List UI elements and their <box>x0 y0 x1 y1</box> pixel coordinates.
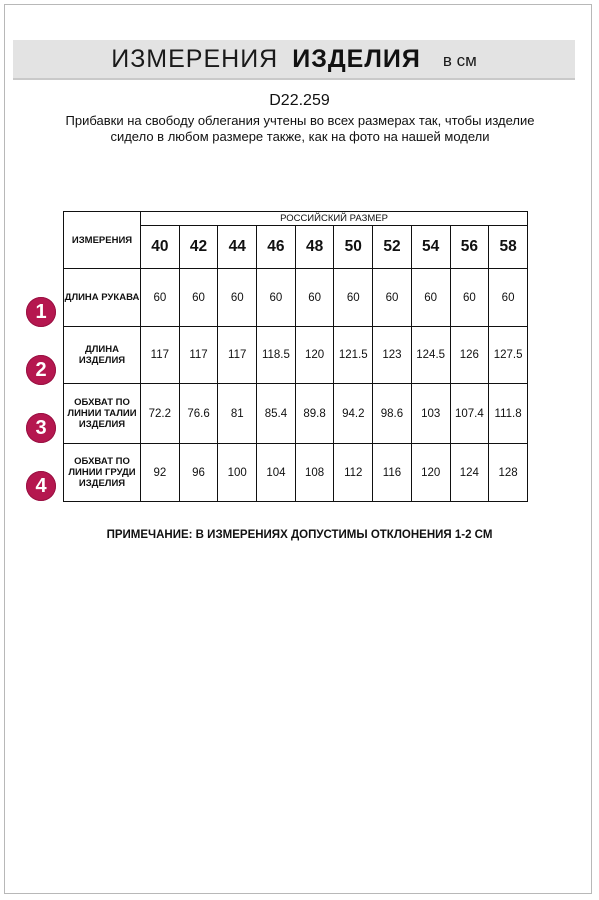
measurement-value: 60 <box>373 269 412 327</box>
measurement-value: 127.5 <box>489 327 528 384</box>
measurement-value: 96 <box>179 444 218 502</box>
measurement-value: 123 <box>373 327 412 384</box>
size-header-cell: 44 <box>218 226 257 269</box>
measurement-value: 72.2 <box>141 384 180 444</box>
size-header-cell: 52 <box>373 226 412 269</box>
badge-1: 1 <box>26 297 56 327</box>
badge-2: 2 <box>26 355 56 385</box>
measurement-value: 85.4 <box>257 384 296 444</box>
title-unit: в см <box>442 50 477 70</box>
measurement-value: 126 <box>450 327 489 384</box>
measurement-label: ДЛИНА ИЗДЕЛИЯ <box>64 327 141 384</box>
measurement-value: 60 <box>257 269 296 327</box>
product-code: D22.259 <box>269 92 330 109</box>
measurement-value: 92 <box>141 444 180 502</box>
table-row <box>64 327 528 384</box>
measurement-value: 121.5 <box>334 327 373 384</box>
measurement-value: 112 <box>334 444 373 502</box>
russian-size-header: РОССИЙСКИЙ РАЗМЕР <box>141 212 528 226</box>
measurement-value: 104 <box>257 444 296 502</box>
badge-4: 4 <box>26 471 56 501</box>
measurement-value: 118.5 <box>257 327 296 384</box>
tolerance-note: ПРИМЕЧАНИЕ: В ИЗМЕРЕНИЯХ ДОПУСТИМЫ ОТКЛОНЕНИЯ 1-2 СМ <box>106 529 493 541</box>
measurement-value: 60 <box>295 269 334 327</box>
measurement-value: 60 <box>218 269 257 327</box>
table-row <box>64 384 528 444</box>
measurement-value: 116 <box>373 444 412 502</box>
measurement-label: ОБХВАТ ПО ЛИНИИ ГРУДИ ИЗДЕЛИЯ <box>64 444 141 502</box>
measurement-value: 98.6 <box>373 384 412 444</box>
measurements-header: ИЗМЕРЕНИЯ <box>64 212 141 269</box>
size-header-cell: 42 <box>179 226 218 269</box>
measurement-value: 108 <box>295 444 334 502</box>
table-row <box>64 269 528 327</box>
measurement-value: 117 <box>179 327 218 384</box>
measurement-value: 60 <box>411 269 450 327</box>
size-header-cell: 46 <box>257 226 296 269</box>
measurement-value: 60 <box>179 269 218 327</box>
table-row <box>64 444 528 502</box>
measurement-value: 124 <box>450 444 489 502</box>
title-bar <box>13 40 575 80</box>
measurement-value: 120 <box>295 327 334 384</box>
measurement-value: 60 <box>334 269 373 327</box>
measurement-value: 120 <box>411 444 450 502</box>
title-measurements: ИЗМЕРЕНИЯ <box>111 44 279 73</box>
size-header-cell: 50 <box>334 226 373 269</box>
measurement-value: 94.2 <box>334 384 373 444</box>
size-header-cell: 54 <box>411 226 450 269</box>
measurement-value: 60 <box>489 269 528 327</box>
table-header-row <box>64 212 528 226</box>
size-header-cell: 58 <box>489 226 528 269</box>
measurement-value: 117 <box>218 327 257 384</box>
measurement-value: 107.4 <box>450 384 489 444</box>
measurement-value: 111.8 <box>489 384 528 444</box>
measurement-value: 60 <box>141 269 180 327</box>
badge-3: 3 <box>26 413 56 443</box>
measurement-value: 81 <box>218 384 257 444</box>
size-table <box>63 211 528 502</box>
measurement-value: 60 <box>450 269 489 327</box>
measurement-value: 100 <box>218 444 257 502</box>
measurement-value: 103 <box>411 384 450 444</box>
measurement-value: 128 <box>489 444 528 502</box>
measurement-value: 76.6 <box>179 384 218 444</box>
title-product: ИЗДЕЛИЯ <box>292 44 421 73</box>
measurement-label: ОБХВАТ ПО ЛИНИИ ТАЛИИ ИЗДЕЛИЯ <box>64 384 141 444</box>
size-header-cell: 56 <box>450 226 489 269</box>
size-header-cell: 40 <box>141 226 180 269</box>
measurement-value: 124.5 <box>411 327 450 384</box>
measurement-value: 117 <box>141 327 180 384</box>
fit-description: Прибавки на свободу облегания учтены во всех размерах так, чтобы изделие сидело в любом размере также, как на фото на нашей модели <box>65 113 535 144</box>
measurement-label: ДЛИНА РУКАВА <box>64 269 141 327</box>
size-header-cell: 48 <box>295 226 334 269</box>
measurement-value: 89.8 <box>295 384 334 444</box>
